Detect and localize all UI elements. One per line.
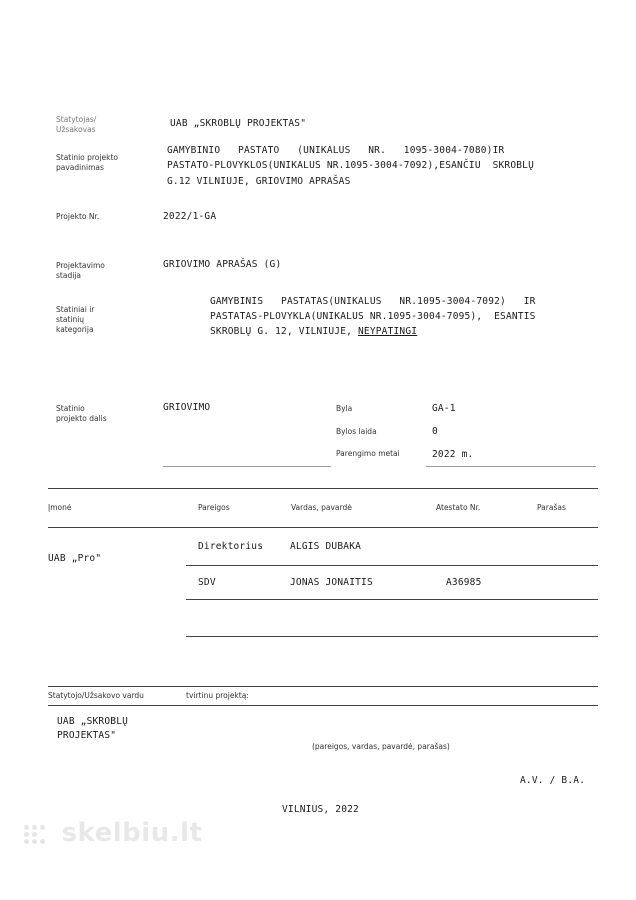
- approval-bottom-rule: [48, 705, 598, 706]
- table-row-2-rule: [186, 599, 598, 600]
- table-company: UAB „Pro": [48, 553, 102, 564]
- watermark-logo: [22, 818, 202, 848]
- table-top-rule: [48, 488, 598, 489]
- builder-label: Statytojas/ Užsakovas: [56, 115, 97, 134]
- stamp-mark: A.V. / B.A.: [520, 775, 586, 786]
- builder-value: UAB „SKROBLŲ PROJEKTAS": [170, 118, 307, 129]
- table-row-1-rule: [186, 565, 598, 566]
- approval-caption: (pareigos, vardas, pavardė, parašas): [312, 742, 450, 751]
- watermark-dots-icon: [22, 823, 52, 845]
- table-row-1-position: Direktorius: [198, 541, 264, 552]
- approval-label-right: tvirtinu projektą:: [186, 691, 249, 700]
- table-header-rule: [48, 527, 598, 528]
- approval-label-left: Statytojo/Užsakovo vardu: [48, 691, 144, 700]
- edition-value: 0: [432, 426, 438, 437]
- stage-label: Projektavimo stadija: [56, 261, 105, 280]
- year-value: 2022 m.: [432, 449, 474, 460]
- part-label: Statinio projekto dalis: [56, 404, 107, 423]
- project-name-line3: G.12 VILNIUJE, GRIOVIMO APRAŠAS: [167, 176, 351, 187]
- table-row-2-cert: A36985: [446, 577, 482, 588]
- category-line2: PASTATAS-PLOVYKLA(UNIKALUS NR.1095-3004-7095), ESANTIS: [210, 311, 536, 322]
- watermark-text: skelbiu.lt: [61, 818, 203, 848]
- part-underline: [163, 466, 331, 467]
- approval-top-rule: [48, 686, 598, 687]
- year-label: Parengimo metai: [336, 449, 400, 458]
- year-underline: [426, 466, 596, 467]
- edition-label: Bylos laida: [336, 427, 377, 436]
- part-value: GRIOVIMO: [163, 402, 211, 413]
- table-row-3-rule: [186, 636, 598, 637]
- table-row-1-name: ALGIS DUBAKA: [290, 541, 362, 552]
- file-value: GA-1: [432, 403, 456, 414]
- footer-city-year: VILNIUS, 2022: [282, 804, 359, 815]
- file-label: Byla: [336, 404, 353, 413]
- table-header-position: Pareigos: [198, 503, 230, 512]
- stage-value: GRIOVIMO APRAŠAS (G): [163, 259, 282, 270]
- category-line3-prefix: SKROBLŲ G. 12, VILNIUJE,: [210, 326, 358, 337]
- project-number-label: Projekto Nr.: [56, 212, 100, 221]
- table-header-certificate: Atestato Nr.: [436, 503, 481, 512]
- category-line1: GAMYBINIS PASTATAS(UNIKALUS NR.1095-3004-7092) IR: [210, 296, 536, 307]
- project-name-label: Statinio projekto pavadinimas: [56, 153, 118, 172]
- table-header-company: Įmonė: [48, 503, 72, 512]
- table-header-signature: Parašas: [537, 503, 566, 512]
- category-label: Statiniai ir statinių kategorija: [56, 305, 95, 334]
- category-importance: NEYPATINGI: [358, 326, 418, 337]
- approval-company-line2: PROJEKTAS": [57, 730, 117, 741]
- category-line3: [210, 324, 417, 339]
- table-header-name: Vardas, pavardė: [291, 503, 352, 512]
- table-row-2-position: SDV: [198, 577, 216, 588]
- project-name-line2: PASTATO-PLOVYKLOS(UNIKALUS NR.1095-3004-7092),ESANČIU SKROBLŲ: [167, 160, 535, 171]
- table-row-2-name: JONAS JONAITIS: [290, 577, 373, 588]
- approval-company-line1: UAB „SKROBLŲ: [57, 716, 129, 727]
- project-name-line1: GAMYBINIO PASTATO (UNIKALUS NR. 1095-3004-7080)IR: [167, 145, 505, 156]
- project-number-value: 2022/1-GA: [163, 211, 217, 222]
